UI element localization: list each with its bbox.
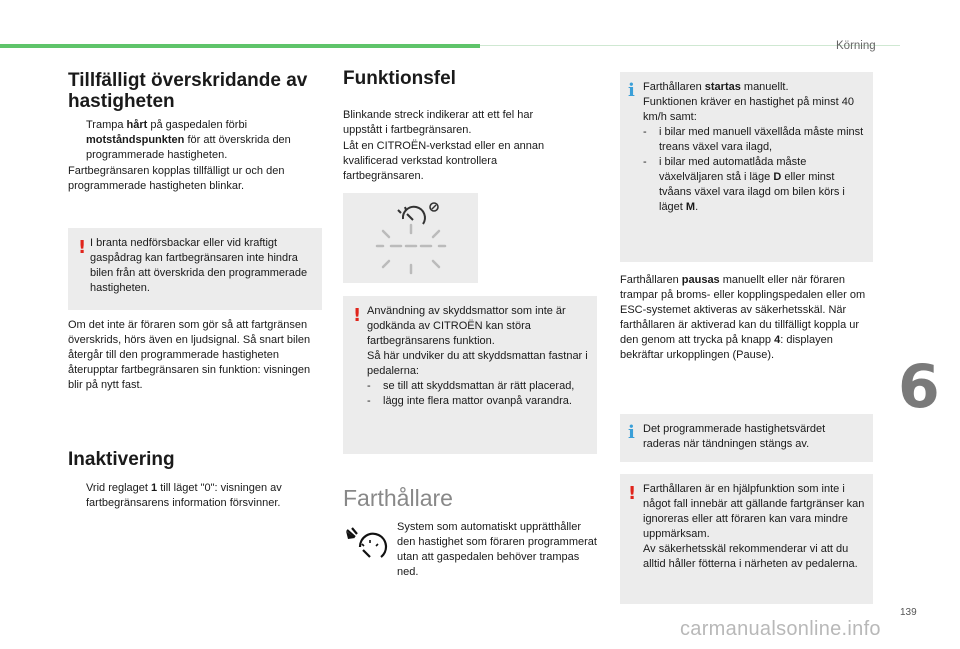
info-box-activation	[620, 72, 873, 262]
para-audio-signal: Om det inte är föraren som gör så att fartgränsen överskrids, hörs även en ljudsignal. Så snart bilen återgår till den programmerade hastigheten återupptar fartbegränsaren sin funktion: visningen blir på nytt fast.	[68, 319, 311, 391]
watermark: carmanualsonline.info	[680, 618, 881, 640]
info-icon: i	[628, 422, 635, 443]
page-number: 139	[900, 607, 917, 618]
warning-box-assist	[620, 474, 873, 604]
title-cruise-control: Farthållare	[343, 485, 453, 511]
warning-icon: !	[628, 483, 637, 504]
para-blinking-dashes: Blinkande streck indikerar att ett fel har uppstått i fartbegränsaren.	[343, 109, 534, 136]
warning-text: I branta nedförsbackar eller vid kraftigt gaspådrag kan fartbegränsaren inte hindra bilen från att överskrida den programmerade hastigheten.	[90, 237, 308, 294]
warning-icon: !	[353, 305, 362, 326]
title-deactivation: Inaktivering	[68, 449, 175, 470]
cruise-control-description: System som automatiskt upprätthåller den hastighet som föraren programmerat utan att gaspedalen behöver trampas ned.	[397, 521, 597, 578]
speedometer-fault-icon	[343, 193, 478, 283]
bullet-icon	[68, 481, 86, 511]
fault-indicator-image	[343, 193, 478, 283]
info-box-erase	[620, 414, 873, 462]
warning-text: Användning av skyddsmattor som inte är godkända av CITROËN kan störa fartbegränsarens funktion. Så här undviker du att skyddsmattan fastnar i pedalerna: - se till att skyddsmattan är rätt placerad, - lägg inte flera mattor ovanpå varandra.	[367, 305, 588, 407]
title-speed-override: Tillfälligt överskridande av hastigheten	[68, 70, 308, 112]
info-text: Det programmerade hastighetsvärdet raderas när tändningen stängs av.	[643, 423, 826, 450]
para-workshop: Låt en CITROËN-verkstad eller en annan kvalificerad verkstad kontrollera fartbegränsaren.	[343, 140, 545, 182]
chapter-number: 6	[898, 352, 940, 422]
cruise-control-icon	[343, 525, 388, 570]
info-text: Farthållaren startas manuellt. Funktionen kräver en hastighet på minst 40 km/h samt: - i bilar med manuell växellåda måste minst treans växel vara ilagd, - i bilar med automatlåda måste växelväljaren stå i läge D eller minst tvåans växel vara ilagd om bilen körs i läget M.	[643, 81, 864, 213]
para-pause: Farthållaren pausas manuellt eller när föraren trampar på broms- eller kopplingspedalen eller om ESC-systemet aktiveras av säkerhetsskäl. När farthållaren är aktiverad kan du tillfälligt koppla ur den genom att trycka på knapp 4: displayen bekräftar urkopplingen (Pause).	[620, 274, 866, 361]
bullet-icon	[68, 118, 86, 163]
warning-icon: !	[78, 237, 87, 258]
bullet-press-accelerator: Trampa hårt på gaspedalen förbi motståndspunkten för att överskrida den programmerade hastigheten.	[68, 118, 323, 163]
bullet-turn-control: Vrid reglaget 1 till läget "0": visningen av fartbegränsarens information försvinner.	[68, 481, 323, 511]
warning-box-downhill	[68, 228, 322, 310]
info-icon: i	[628, 80, 635, 101]
warning-text: Farthållaren är en hjälpfunktion som inte i något fall innebär att gällande fartgränser kan ignoreras eller att föraren kan vara mindre uppmärksam. Av säkerhetsskäl rekommenderar vi att du alltid håller fötterna i närheten av pedalerna.	[643, 483, 865, 570]
section-label: Körning	[836, 40, 876, 52]
header-accent-bar	[0, 44, 480, 48]
title-malfunction: Funktionsfel	[343, 68, 456, 89]
warning-box-floor-mats	[343, 296, 597, 454]
para-limiter-blinks: Fartbegränsaren kopplas tillfälligt ur och den programmerade hastigheten blinkar.	[68, 165, 285, 192]
